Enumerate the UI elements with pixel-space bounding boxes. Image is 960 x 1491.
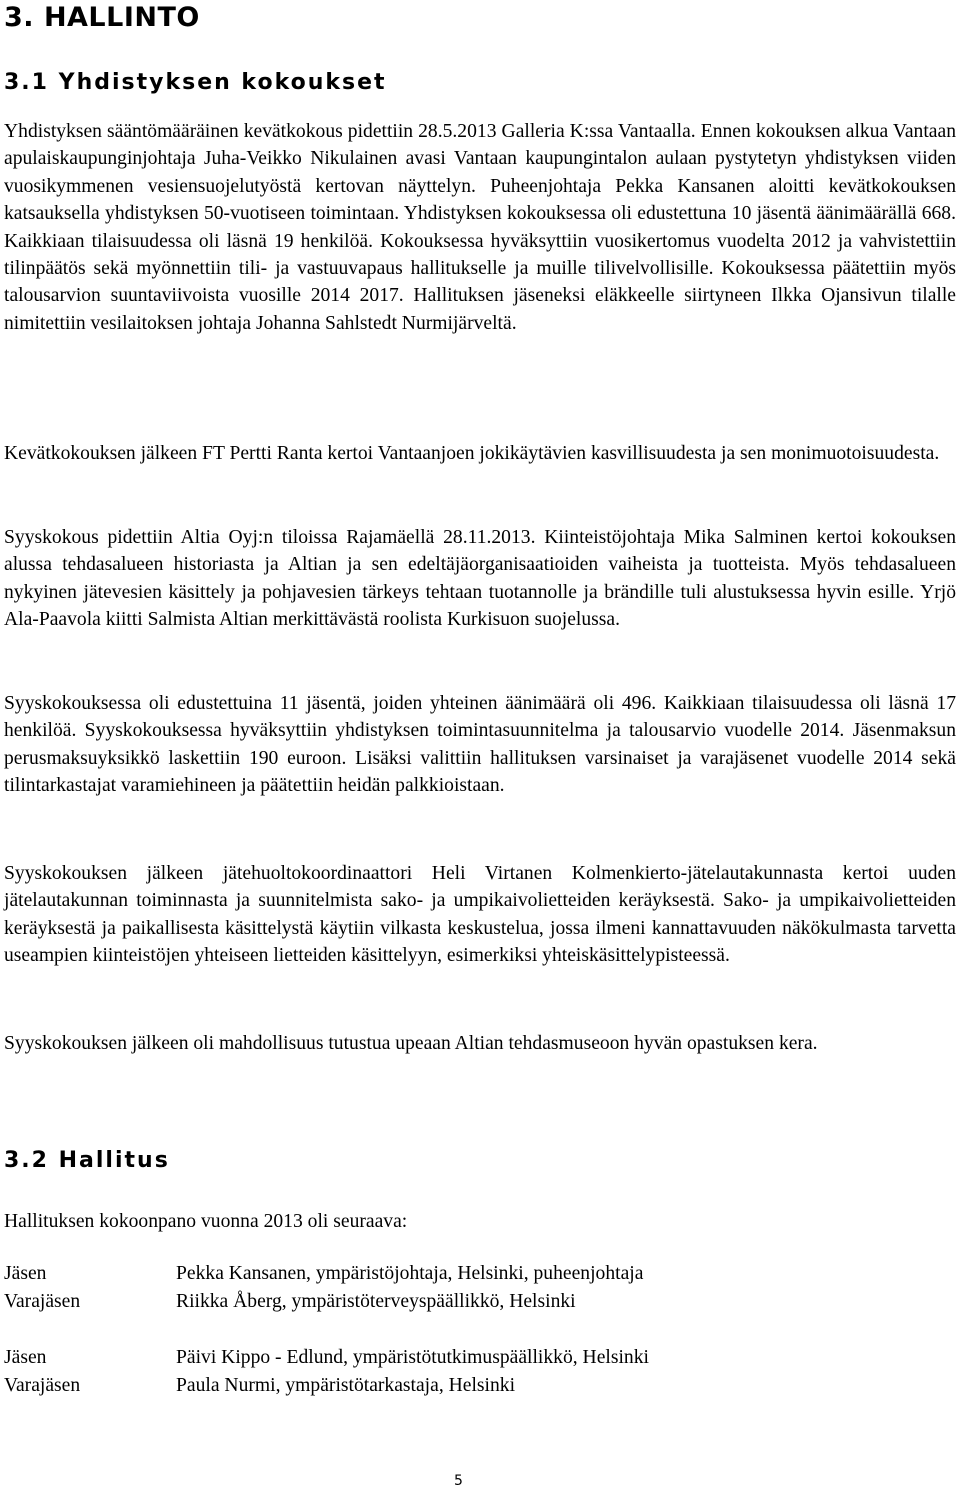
chapter-heading: 3. HALLINTO <box>4 2 200 33</box>
paragraph-museum-visit: Syyskokouksen jälkeen oli mahdollisuus tutustua upeaan Altian tehdasmuseoon hyvän opastuksen kera. <box>4 1033 818 1054</box>
board-person: Paula Nurmi, ympäristötarkastaja, Helsinki <box>176 1375 516 1396</box>
page-number: 5 <box>454 1473 463 1489</box>
section-heading-3-1: 3.1 Yhdistyksen kokoukset <box>4 70 387 95</box>
section-heading-3-2: 3.2 Hallitus <box>4 1148 170 1173</box>
paragraph-autumn-meeting: Syyskokous pidettiin Altia Oyj:n tiloissa Rajamäellä 28.11.2013. Kiinteistöjohtaja Mika Salminen kertoi kokouksen alussa tehdasalueen historiasta ja Altian ja sen edeltäjäorganisaatioiden vaiheista ja tuotteista. Myös tehdasalueen nykyinen jätevesien käsittely ja pohjavesien tärkeys tehtaan tuotannolle ja brändille tuli alustuksessa hyvin esille. Yrjö Ala-Paavola kiitti Salmista Altian merkittävästä roolista Kurkisuon suojelussa. <box>4 527 956 631</box>
paragraph-spring-lecture: Kevätkokouksen jälkeen FT Pertti Ranta kertoi Vantaanjoen jokikäytävien kasvillisuudesta ja sen monimuotoisuudesta. <box>4 443 940 464</box>
board-role: Varajäsen <box>4 1375 81 1396</box>
board-role: Varajäsen <box>4 1291 81 1312</box>
board-person: Pekka Kansanen, ympäristöjohtaja, Helsinki, puheenjohtaja <box>176 1263 644 1284</box>
board-person: Päivi Kippo - Edlund, ympäristötutkimuspäällikkö, Helsinki <box>176 1347 649 1368</box>
paragraph-autumn-lecture: Syyskokouksen jälkeen jätehuoltokoordinaattori Heli Virtanen Kolmenkierto-jätelautakunnasta kertoi uuden jätelautakunnan toiminnasta ja suunnitelmista sako- ja umpikaivolietteiden keräyksestä. Sako- ja umpikaivolietteiden keräyksestä ja paikallisesta käsittelystä käytiin vilkasta keskustelua, jossa ilmeni kannattavuuden näkökulmasta tarvetta useampien kiinteistöjen yhteiseen lietteiden käsittelyyn, esimerkiksi yhteiskäsittelypisteessä. <box>4 863 956 967</box>
board-role: Jäsen <box>4 1347 47 1368</box>
paragraph-spring-meeting: Yhdistyksen sääntömääräinen kevätkokous pidettiin 28.5.2013 Galleria K:ssa Vantaalla. Ennen kokouksen alkua Vantaan apulaiskaupunginjohtaja Juha-Veikko Nikulainen avasi Vantaan kaupungintalon aulaan pystytetyn yhdistyksen viiden vuosikymmenen vesiensuojelutyöstä kertovan näyttelyn. Puheenjohtaja Pekka Kansanen aloitti kevätkokouksen katsauksella yhdistyksen 50-vuotiseen toimintaan. Yhdistyksen kokouksessa oli edustettuna 10 jäsentä äänimäärällä 668. Kaikkiaan tilaisuudessa oli läsnä 19 henkilöä. Kokouksessa hyväksyttiin vuosikertomus vuodelta 2012 ja vahvistettiin tilinpäätös sekä myönnettiin tili- ja vastuuvapaus hallitukselle ja muille tilivelvollisille. Kokouksessa päätettiin myös talousarvion suuntaviivoista vuosille 2014 2017. Hallituksen jäseneksi eläkkeelle siirtyneen Ilkka Ojansivun tilalle nimitettiin vesilaitoksen johtaja Johanna Sahlstedt Nurmijärveltä. <box>4 121 956 334</box>
board-role: Jäsen <box>4 1263 47 1284</box>
board-intro: Hallituksen kokoonpano vuonna 2013 oli seuraava: <box>4 1211 408 1232</box>
paragraph-autumn-decisions: Syyskokouksessa oli edustettuina 11 jäsentä, joiden yhteinen äänimäärä oli 496. Kaikkiaan tilaisuudessa oli läsnä 17 henkilöä. Syyskokouksessa hyväksyttiin yhdistyksen toimintasuunnitelma ja talousarvio vuodelle 2014. Jäsenmaksun perusmaksuyksikkö laskettiin 190 euroon. Lisäksi valittiin hallituksen varsinaiset ja varajäsenet vuodelle 2014 sekä tilintarkastajat varamiehineen ja päätettiin heidän palkkioistaan. <box>4 693 956 797</box>
board-person: Riikka Åberg, ympäristöterveyspäällikkö, Helsinki <box>176 1291 576 1312</box>
